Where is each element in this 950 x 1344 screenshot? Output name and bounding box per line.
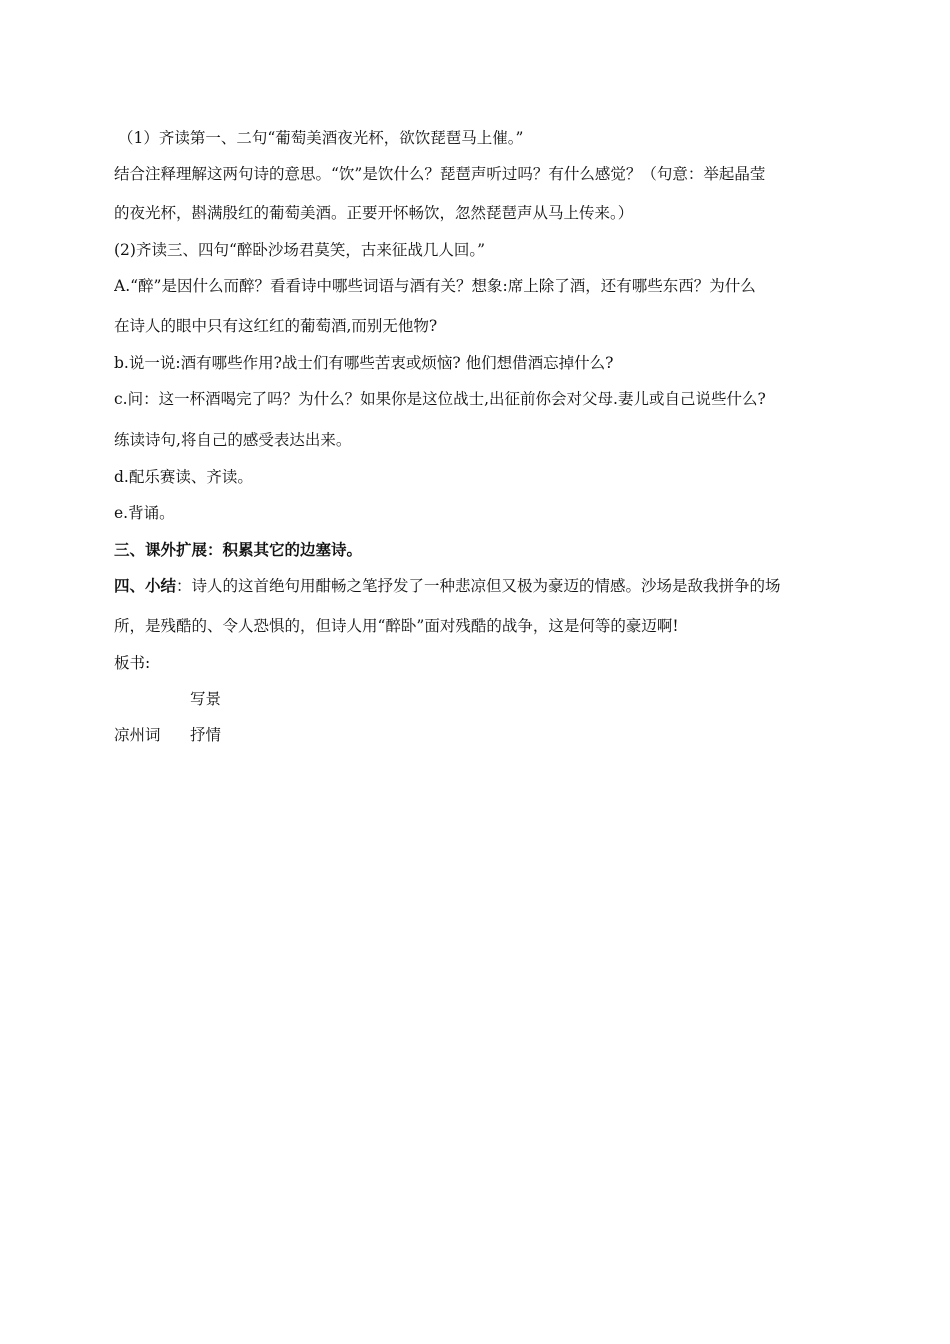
section-4-line-1 bbox=[114, 576, 842, 596]
board-label: 板书: bbox=[114, 654, 151, 672]
step-2-b-line: b.说一说:酒有哪些作用?战士们有哪些苦衷或烦恼? 他们想借酒忘掉什么? bbox=[114, 354, 614, 372]
step-2-d-line: d.配乐赛读、齐读。 bbox=[114, 468, 253, 486]
step-1-explain-line-1: 结合注释理解这两句诗的意思。“饮”是饮什么？琵琶声听过吗？有什么感觉？（句意：举起晶莹 bbox=[114, 165, 766, 183]
step-2-e-line: e.背诵。 bbox=[114, 504, 175, 522]
step-2-c-line-2: 练读诗句,将自己的感受表达出来。 bbox=[114, 431, 352, 449]
step-2-a-line-1: A.“醉”是因什么而醉？看看诗中哪些词语与酒有关？想象:席上除了酒，还有哪些东西？为什么 bbox=[114, 277, 756, 295]
board-title: 凉州词 bbox=[114, 726, 161, 744]
step-1-explain-line-2: 的夜光杯，斟满殷红的葡萄美酒。正要开怀畅饮，忽然琵琶声从马上传来。） bbox=[114, 204, 634, 222]
step-2-a-line-2: 在诗人的眼中只有这红红的葡萄酒,而别无他物? bbox=[114, 317, 438, 335]
section-4-line-2: 所，是残酷的、令人恐惧的，但诗人用“醉卧”面对残酷的战争，这是何等的豪迈啊! bbox=[114, 617, 679, 635]
step-2-c-line-1: c.问：这一杯酒喝完了吗？为什么？如果你是这位战士,出征前你会对父母.妻儿或自己说些什么? bbox=[114, 390, 766, 408]
section-4-heading: 四、小结 bbox=[114, 576, 177, 595]
board-item-emotion: 抒情 bbox=[190, 726, 222, 744]
section-4-text-1: ：诗人的这首绝句用酣畅之笔抒发了一种悲凉但又极为豪迈的情感。沙场是敌我拼争的场 bbox=[176, 577, 781, 595]
section-3-heading: 三、课外扩展：积累其它的边塞诗。 bbox=[114, 540, 363, 559]
board-item-scenery: 写景 bbox=[190, 690, 222, 708]
step-2-line: (2)齐读三、四句“醉卧沙场君莫笑，古来征战几人回。” bbox=[114, 241, 486, 259]
step-1-line: （1）齐读第一、二句“葡萄美酒夜光杯，欲饮琵琶马上催。” bbox=[118, 129, 524, 147]
